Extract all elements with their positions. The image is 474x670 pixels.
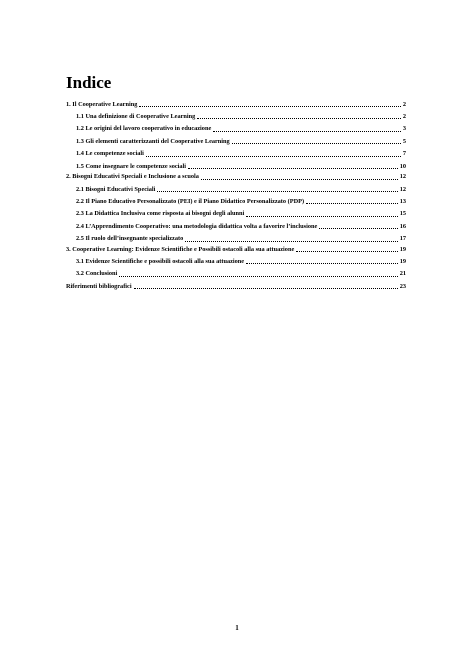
toc-entry-page: 7: [402, 150, 406, 158]
toc-entry-label: 1.3 Gli elementi caratterizzanti del Cooperative Learning: [76, 137, 230, 145]
page-title: Indice: [66, 73, 112, 92]
toc-dot-leader: [306, 203, 398, 204]
toc-entry-label: Riferimenti bibliografici: [66, 282, 132, 290]
toc-entry-chapter-1[interactable]: [66, 98, 406, 109]
page-number: 1: [235, 624, 239, 632]
toc-entry-page: 15: [399, 210, 406, 218]
toc-dot-leader: [185, 241, 397, 242]
toc-entry-label: 1.2 Le origini del lavoro cooperativo in educazione: [76, 125, 212, 133]
toc-entry-section-1-4[interactable]: [66, 146, 406, 158]
toc-entry-section-3-2[interactable]: [66, 266, 406, 278]
table-of-contents: [66, 98, 406, 291]
toc-entry-section-2-5[interactable]: [66, 231, 406, 243]
toc-dot-leader: [157, 191, 397, 192]
toc-entry-section-3-1[interactable]: [66, 254, 406, 266]
toc-entry-page: 12: [399, 173, 406, 181]
toc-entry-label: 2.1 Bisogni Educativi Speciali: [76, 185, 156, 193]
toc-entry-page: 13: [399, 197, 406, 205]
toc-entry-page: 19: [399, 258, 406, 266]
toc-dot-leader: [296, 251, 397, 252]
toc-dot-leader: [146, 156, 401, 157]
toc-entry-references[interactable]: [66, 278, 406, 290]
toc-entry-page: 5: [402, 137, 406, 145]
toc-entry-label: 1.1 Una definizione di Cooperative Learning: [76, 112, 196, 120]
toc-entry-page: 23: [399, 282, 406, 290]
toc-dot-leader: [213, 131, 401, 132]
toc-entry-label: 3.2 Conclusioni: [76, 270, 118, 278]
toc-entry-page: 21: [399, 270, 406, 278]
toc-entry-page: 19: [399, 245, 406, 253]
toc-entry-chapter-2[interactable]: [66, 171, 406, 182]
toc-entry-page: 12: [399, 185, 406, 193]
toc-dot-leader: [134, 288, 398, 289]
toc-entry-label: 2.4 L’Apprendimento Cooperativo: una metodologia didattica volta a favorire l’inclusione: [76, 222, 318, 230]
toc-dot-leader: [319, 228, 397, 229]
toc-entry-label: 2.3 La Didattica Inclusiva come risposta ai bisogni degli alunni: [76, 210, 245, 218]
toc-dot-leader: [119, 276, 397, 277]
toc-entry-chapter-3[interactable]: [66, 243, 406, 254]
toc-entry-page: 10: [399, 162, 406, 170]
toc-entry-section-2-2[interactable]: [66, 194, 406, 206]
toc-entry-label: 2.2 Il Piano Educativo Personalizzato (PEI) e il Piano Didattico Personalizzato (PDP): [76, 197, 305, 205]
toc-entry-label: 1. Il Cooperative Learning: [66, 100, 138, 108]
toc-entry-page: 3: [402, 125, 406, 133]
toc-entry-label: 1.5 Come insegnare le competenze sociali: [76, 162, 187, 170]
toc-dot-leader: [197, 118, 401, 119]
toc-entry-section-1-1[interactable]: [66, 109, 406, 121]
toc-dot-leader: [246, 216, 397, 217]
toc-entry-section-2-3[interactable]: [66, 206, 406, 218]
toc-entry-section-1-5[interactable]: [66, 158, 406, 170]
toc-dot-leader: [232, 143, 401, 144]
toc-entry-section-2-4[interactable]: [66, 218, 406, 230]
toc-entry-label: 3. Cooperative Learning: Evidenze Scientifiche e Possibili ostacoli alla sua attuazione: [66, 245, 295, 253]
toc-dot-leader: [246, 263, 398, 264]
toc-entry-label: 3.1 Evidenze Scientifiche e possibili ostacoli alla sua attuazione: [76, 258, 245, 266]
toc-dot-leader: [139, 106, 400, 107]
toc-entry-section-1-3[interactable]: [66, 133, 406, 145]
toc-dot-leader: [188, 168, 398, 169]
toc-dot-leader: [201, 179, 398, 180]
toc-entry-page: 2: [402, 112, 406, 120]
toc-entry-label: 1.4 Le competenze sociali: [76, 150, 144, 158]
toc-entry-page: 2: [402, 100, 406, 108]
toc-entry-section-1-2[interactable]: [66, 121, 406, 133]
toc-entry-page: 17: [399, 235, 406, 243]
toc-entry-label: 2.5 Il ruolo dell’insegnante specializzato: [76, 235, 184, 243]
toc-entry-label: 2. Bisogni Educativi Speciali e Inclusione a scuola: [66, 173, 199, 181]
toc-entry-page: 16: [399, 222, 406, 230]
toc-entry-section-2-1[interactable]: [66, 181, 406, 193]
